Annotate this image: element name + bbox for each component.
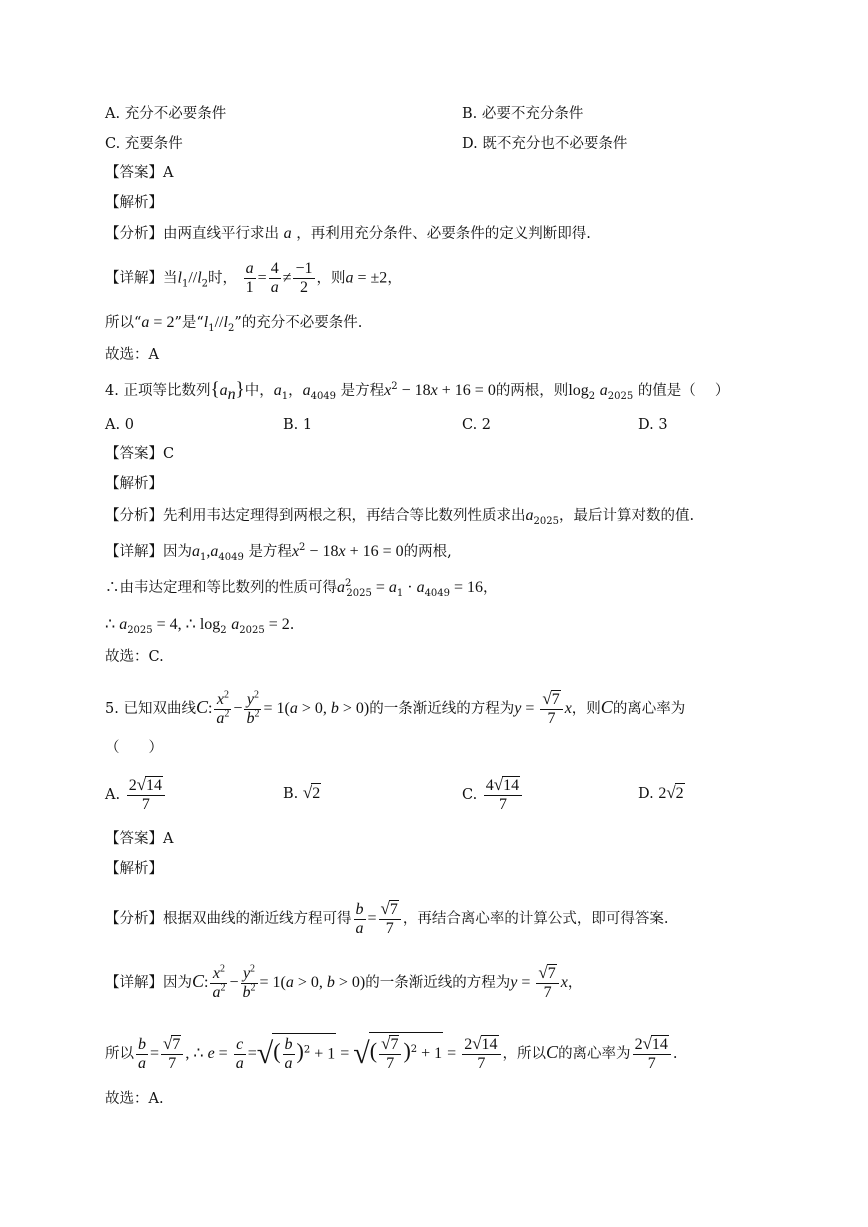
q4-option-d: D. 3 <box>638 417 668 433</box>
q3-conclusion: 所以“a = 2”是“$l_1//l_2$”的充分不必要条件. <box>105 314 363 334</box>
q4-choice: 故选：C. <box>105 649 164 665</box>
q3-analysis-heading: 【解析】 <box>105 195 163 211</box>
q5-final: 所以 $\frac{b}{a}$ = $\frac{√7}{7}$ , ∴ e = $\frac{c}{a}$ =√( $\frac{b}{a}$ )$^2$ + 1 = √( $\frac{√7}{7}$ )$^2$ + 1 = $\frac{2√14}{7}$ ，所以C的离心率为 $\frac{2√14}{7}$ . <box>105 1034 678 1072</box>
q5-stem: 5. 已知双曲线C: $\frac{x^2}{a^2}$ − $\frac{y^2}{b^2}$ = 1(a > 0, b > 0)的一条渐近线的方程为y = $\frac{√7}{7}$ x，则C的离心率为 <box>105 689 686 727</box>
q4-option-a: A. 0 <box>105 417 134 433</box>
q3-option-b: B. 必要不充分条件 <box>462 106 584 122</box>
q4-option-b: B. 1 <box>283 417 313 433</box>
q5-detail: 【详解】因为C: $\frac{x^2}{a^2}$ − $\frac{y^2}{b^2}$ = 1(a > 0, b > 0)的一条渐近线的方程为y = $\frac{√7}{7}$ x， <box>105 963 583 1001</box>
q5-option-a: A. $\frac{2√14}{7}$ <box>105 776 167 814</box>
q5-fenxi: 【分析】根据双曲线的渐近线方程可得 $\frac{b}{a}$ = $\frac{√7}{7}$ ，再结合离心率的计算公式，即可得答案. <box>105 899 669 937</box>
q3-detail: 【详解】当$l_1//l_2$时， $\frac{a}{1}$ = $\frac{4}{a}$ ≠ $\frac{-1}{2}$ ，则a = ±2， <box>105 260 402 296</box>
q4-step-1: ∴由韦达定理和等比数列的性质可得$a^2_{2025} = a_1 \cdot a_{4049} = 16$， <box>105 578 498 599</box>
q5-choice: 故选：A. <box>105 1091 164 1107</box>
q3-answer: 【答案】A <box>105 165 174 181</box>
q5-option-d: D. 2√2 <box>638 783 684 802</box>
q4-option-c: C. 2 <box>462 417 492 433</box>
q5-option-b: B. √2 <box>283 783 321 802</box>
q4-detail: 【详解】因为$a_1,a_{4049}$ 是方程$x^2 - 18x + 16 = 0$的两根, <box>105 542 452 563</box>
q4-stem: 4. 正项等比数列$\{a_n\}$中，$a_1$，$a_{4049}$ 是方程$x^2 - 18x + 16 = 0$的两根，则$\log_2 a_{2025}$ 的值是（ ） <box>105 379 730 403</box>
q4-answer: 【答案】C <box>105 446 175 462</box>
q5-answer: 【答案】A <box>105 831 174 847</box>
q5-option-c: C. $\frac{4√14}{7}$ <box>462 776 524 814</box>
q3-option-a: A. 充分不必要条件 <box>105 106 227 122</box>
q4-analysis-heading: 【解析】 <box>105 476 163 492</box>
q3-option-c: C. 充要条件 <box>105 136 183 152</box>
q5-paren: （ ） <box>105 740 163 756</box>
q3-fenxi: 【分析】由两直线平行求出 a ，再利用充分条件、必要条件的定义判断即得. <box>105 225 591 242</box>
q4-step-2: ∴ $a_{2025} = 4$, ∴ $\log_2 a_{2025} = 2$. <box>105 616 295 636</box>
q4-fenxi: 【分析】先利用韦达定理得到两根之积，再结合等比数列性质求出$a_{2025}$，最后计算对数的值. <box>105 507 695 527</box>
q3-option-d: D. 既不充分也不必要条件 <box>462 136 628 152</box>
q3-choice: 故选：A <box>105 347 159 363</box>
q5-analysis-heading: 【解析】 <box>105 861 163 877</box>
